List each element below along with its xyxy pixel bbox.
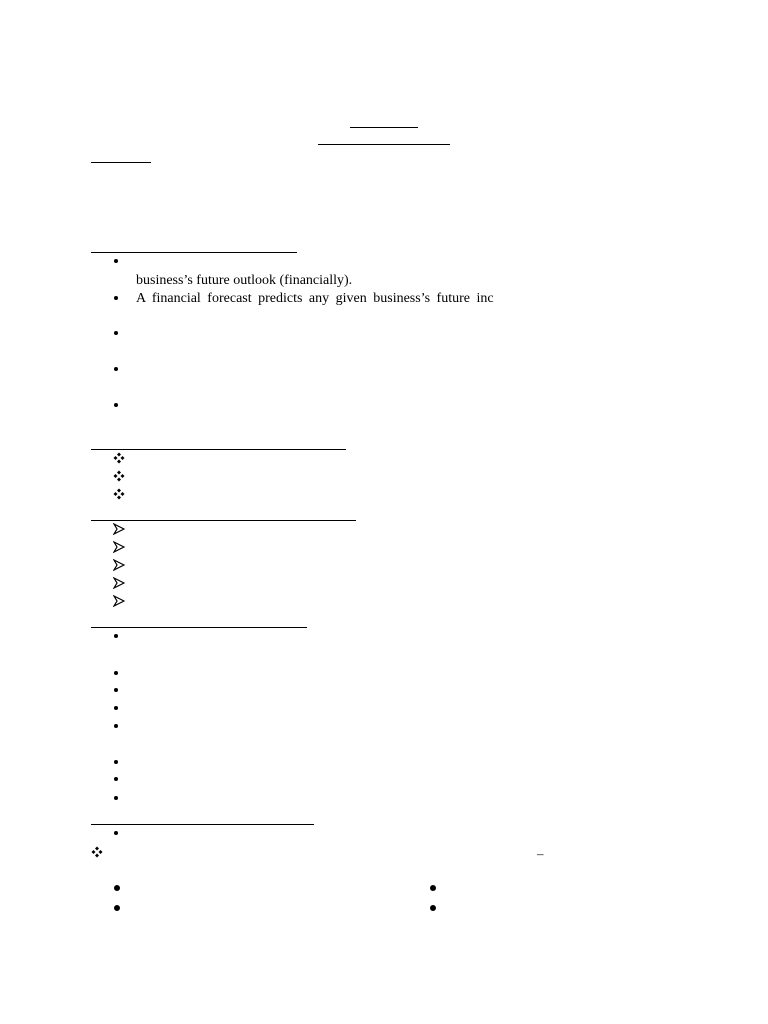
bullet-icon xyxy=(430,885,436,891)
bullet-icon xyxy=(114,706,118,710)
section-4-heading-underline xyxy=(91,627,307,628)
bullet-icon xyxy=(430,905,436,911)
diamond-bullet-icon xyxy=(91,846,103,858)
bullet-icon xyxy=(114,796,118,800)
arrow-bullet-icon xyxy=(113,541,125,553)
diamond-bullet-icon xyxy=(113,470,125,482)
bullet-icon xyxy=(114,885,120,891)
bullet-icon xyxy=(114,777,118,781)
arrow-bullet-icon xyxy=(113,595,125,607)
section-5-heading-underline xyxy=(91,824,314,825)
diamond-bullet-icon xyxy=(113,488,125,500)
bullet-icon xyxy=(114,331,118,335)
bullet-icon xyxy=(114,367,118,371)
diamond-bullet-icon xyxy=(113,452,125,464)
section-1-heading-underline xyxy=(91,252,297,253)
arrow-bullet-icon xyxy=(113,559,125,571)
arrow-bullet-icon xyxy=(113,523,125,535)
arrow-bullet-icon xyxy=(113,577,125,589)
dash-glyph: – xyxy=(537,846,544,861)
bullet-icon xyxy=(114,724,118,728)
bullet-icon xyxy=(114,259,118,263)
bullet-icon xyxy=(114,760,118,764)
bullet-icon xyxy=(114,905,120,911)
section-2-heading-underline xyxy=(91,449,346,450)
bullet-icon xyxy=(114,634,118,638)
body-text-line: business’s future outlook (financially). xyxy=(136,273,353,288)
bullet-icon xyxy=(114,296,118,300)
bullet-icon xyxy=(114,671,118,675)
bullet-icon xyxy=(114,403,118,407)
bullet-icon xyxy=(114,688,118,692)
title-underline xyxy=(350,127,418,128)
intro-heading-underline xyxy=(91,162,151,163)
bullet-icon xyxy=(114,831,118,835)
section-3-heading-underline xyxy=(91,520,356,521)
subtitle-underline xyxy=(318,144,450,145)
body-text-line: A financial forecast predicts any given business’s future inc xyxy=(136,291,494,306)
